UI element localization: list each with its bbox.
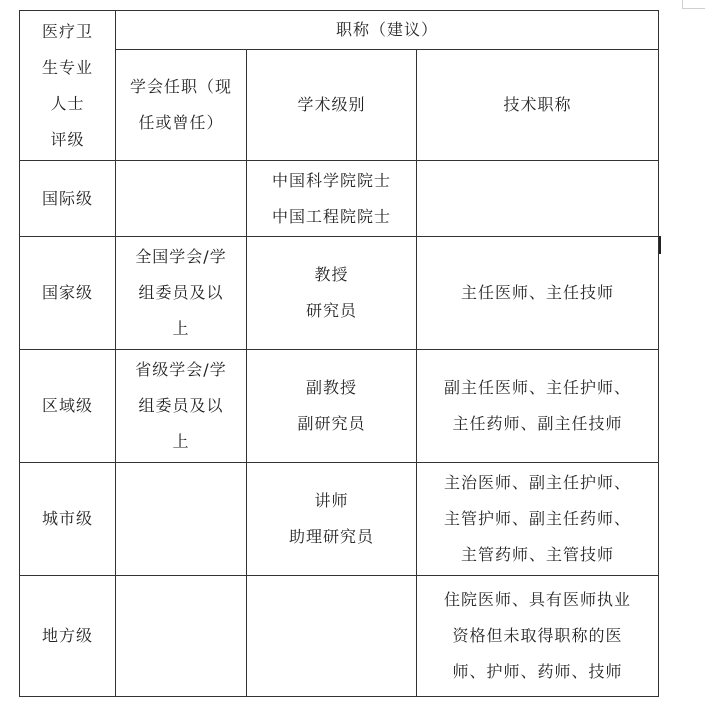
table-row xyxy=(20,576,659,697)
level-cell: 城市级 xyxy=(20,463,116,576)
society-cell xyxy=(116,463,247,576)
technical-cell: 住院医师、具有医师执业 资格但未取得职称的医 师、护师、药师、技师 xyxy=(417,576,659,697)
level-cell: 地方级 xyxy=(20,576,116,697)
academic-cell xyxy=(247,576,417,697)
header-technical-cell: 技术职称 xyxy=(417,50,659,161)
technical-cell: 主任医师、主任技师 xyxy=(417,237,659,350)
professional-rating-table xyxy=(19,10,659,697)
level-cell: 国家级 xyxy=(20,237,116,350)
text-cursor xyxy=(659,236,661,254)
table-row xyxy=(20,350,659,463)
academic-cell: 教授 研究员 xyxy=(247,237,417,350)
technical-cell: 主治医师、副主任护师、 主管护师、副主任药师、 主管药师、主管技师 xyxy=(417,463,659,576)
technical-cell xyxy=(417,161,659,237)
society-cell xyxy=(116,161,247,237)
page-corner-mark xyxy=(682,0,705,9)
header-society-cell: 学会任职（现 任或曾任） xyxy=(116,50,247,161)
society-cell: 全国学会/学 组委员及以 上 xyxy=(116,237,247,350)
header-row-1 xyxy=(20,11,659,50)
technical-cell: 副主任医师、主任护师、 主任药师、副主任技师 xyxy=(417,350,659,463)
academic-cell: 中国科学院院士 中国工程院院士 xyxy=(247,161,417,237)
academic-cell: 副教授 副研究员 xyxy=(247,350,417,463)
header-level-cell: 医疗卫 生专业 人士 评级 xyxy=(20,11,116,161)
header-row-2 xyxy=(20,50,659,161)
academic-cell: 讲师 助理研究员 xyxy=(247,463,417,576)
level-cell: 区域级 xyxy=(20,350,116,463)
table-row xyxy=(20,237,659,350)
header-title-group-cell: 职称（建议） xyxy=(116,11,659,50)
header-academic-cell: 学术级别 xyxy=(247,50,417,161)
society-cell: 省级学会/学 组委员及以 上 xyxy=(116,350,247,463)
society-cell xyxy=(116,576,247,697)
table-row xyxy=(20,463,659,576)
table-row xyxy=(20,161,659,237)
level-cell: 国际级 xyxy=(20,161,116,237)
